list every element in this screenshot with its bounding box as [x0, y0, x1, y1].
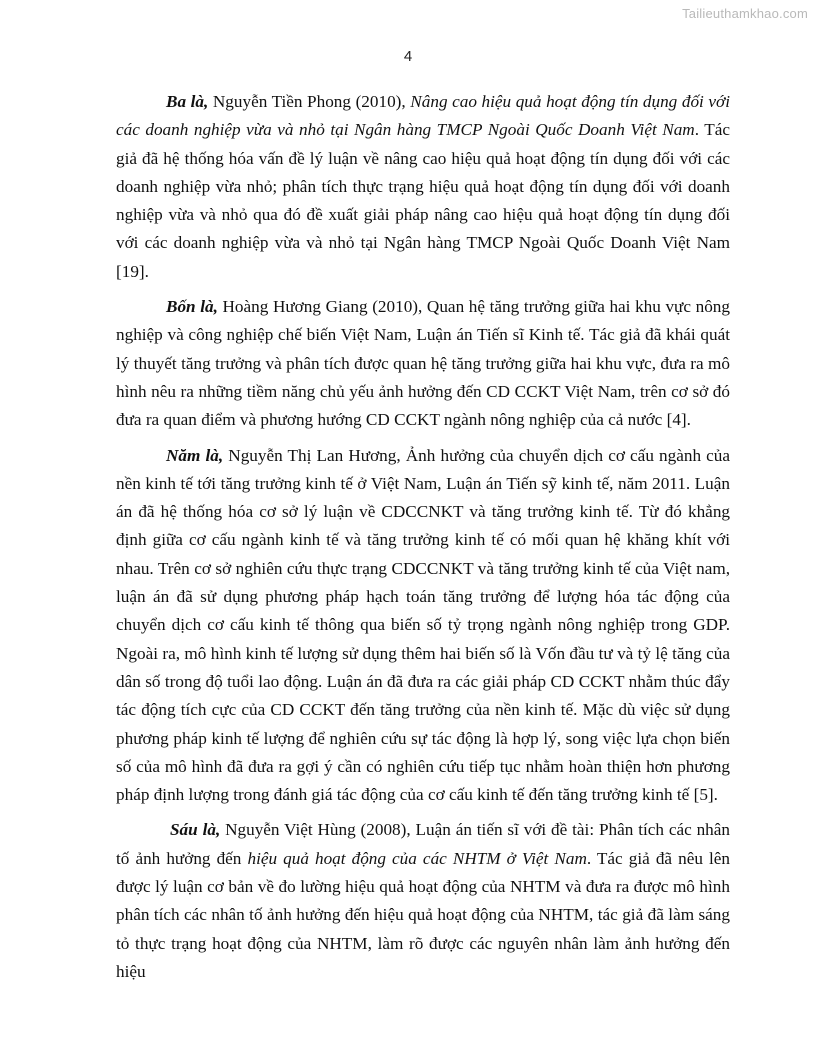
paragraph-text: . Tác giả đã hệ thống hóa vấn đề lý luận về nâng cao hiệu quả hoạt động tín dụng đối với các doanh nghiệp vừa nhỏ; phân tích thực trạng hiệu quả hoạt động tín dụng đối với doanh nghiệp vừa và nhỏ qua đó đề xuất giải pháp nâng cao hiệu quả hoạt động tín dụng đối với các doanh nghiệp vừa và nhỏ tại Ngân hàng TMCP Ngoài Quốc Doanh Việt Nam [19]. [116, 120, 730, 281]
page-number: 4 [403, 48, 413, 65]
paragraph-italic-title: hiệu quả hoạt động của các NHTM ở Việt Nam [247, 848, 587, 868]
paragraph-lead: Ba là, [166, 92, 209, 111]
paragraph-ba-la [116, 88, 730, 286]
paragraph-text: Nguyễn Thị Lan Hương, Ảnh hưởng của chuyển dịch cơ cấu ngành của nền kinh tế tới tăng trưởng kinh tế ở Việt Nam, Luận án Tiến sỹ kinh tế, năm 2011. Luận án đã hệ thống hóa cơ sở lý luận về CDCCNKT và tăng trưởng kinh tế. Từ đó khẳng định giữa cơ cấu ngành kinh tế và tăng trưởng kinh tế có mối quan hệ khăng khít với nhau. Trên cơ sở nghiên cứu thực trạng CDCCNKT và tăng trưởng kinh tế của Việt nam, luận án đã sử dụng phương pháp hạch toán tăng trưởng để lượng hóa tác động của chuyển dịch cơ cấu kinh tế thông qua biến số tỷ trọng ngành nông nghiệp trong GDP. Ngoài ra, mô hình kinh tế lượng sử dụng thêm hai biến số là Vốn đầu tư và tỷ lệ tăng của dân số trong độ tuổi lao động. Luận án đã đưa ra các giải pháp CD CCKT nhằm thúc đẩy tác động tích cực của CD CCKT đến tăng trưởng của nền kinh tế. Mặc dù việc sử dụng phương pháp kinh tế lượng để nghiên cứu sự tác động là hợp lý, song việc lựa chọn biến số của mô hình đã đưa ra gợi ý cần có nghiên cứu tiếp tục nhằm hoàn thiện hơn phương pháp định lượng trong đánh giá tác động của cơ cấu kinh tế đến tăng trưởng kinh tế [5]. [116, 445, 731, 805]
paragraph-lead: Năm là, [166, 445, 224, 465]
paragraph-text: Hoàng Hương Giang (2010), Quan hệ tăng trưởng giữa hai khu vực nông nghiệp và công nghiệp chế biến Việt Nam, Luận án Tiến sĩ Kinh tế. Tác giả đã khái quát lý thuyết tăng trưởng và phân tích được quan hệ tăng trưởng giữa hai khu vực, đưa ra mô hình nêu ra những tiềm năng chủ yếu ảnh hưởng đến CD CCKT Việt Nam, trên cơ sở đó đưa ra quan điểm và phương hướng CD CCKT ngành nông nghiệp của cả nước [4]. [116, 297, 730, 430]
paragraph-bon-la [116, 293, 730, 434]
document-body [116, 88, 730, 993]
paragraph-text: Nguyễn Việt Hùng (2008), Luận án tiến sĩ với đề tài: Phân tích các nhân tố ảnh hưởng đến [116, 820, 730, 868]
paragraph-nam-la [116, 442, 730, 810]
paragraph-lead: Sáu là, [170, 820, 221, 840]
paragraph-sau-la [116, 816, 730, 986]
paragraph-lead: Bốn là, [166, 297, 218, 317]
paragraph-text: Nguyễn Tiền Phong (2010), [208, 92, 411, 111]
paragraph-italic-title: Nâng cao hiệu quả hoạt động tín dụng đối với các doanh nghiệp vừa và nhỏ tại Ngân hàng TMCP Ngoài Quốc Doanh Việt Nam [116, 92, 730, 140]
watermark: Tailieuthamkhao.com [682, 6, 808, 21]
paragraph-text: . Tác giả đã nêu lên được lý luận cơ bản về đo lường hiệu quả hoạt động của NHTM và đưa ra được mô hình phân tích các nhân tố ảnh hưởng đến hiệu quả hoạt động của NHTM, tác giả đã làm sáng tỏ thực trạng hoạt động của NHTM, làm rõ được các nguyên nhân làm ảnh hưởng đến hiệu [116, 848, 730, 981]
